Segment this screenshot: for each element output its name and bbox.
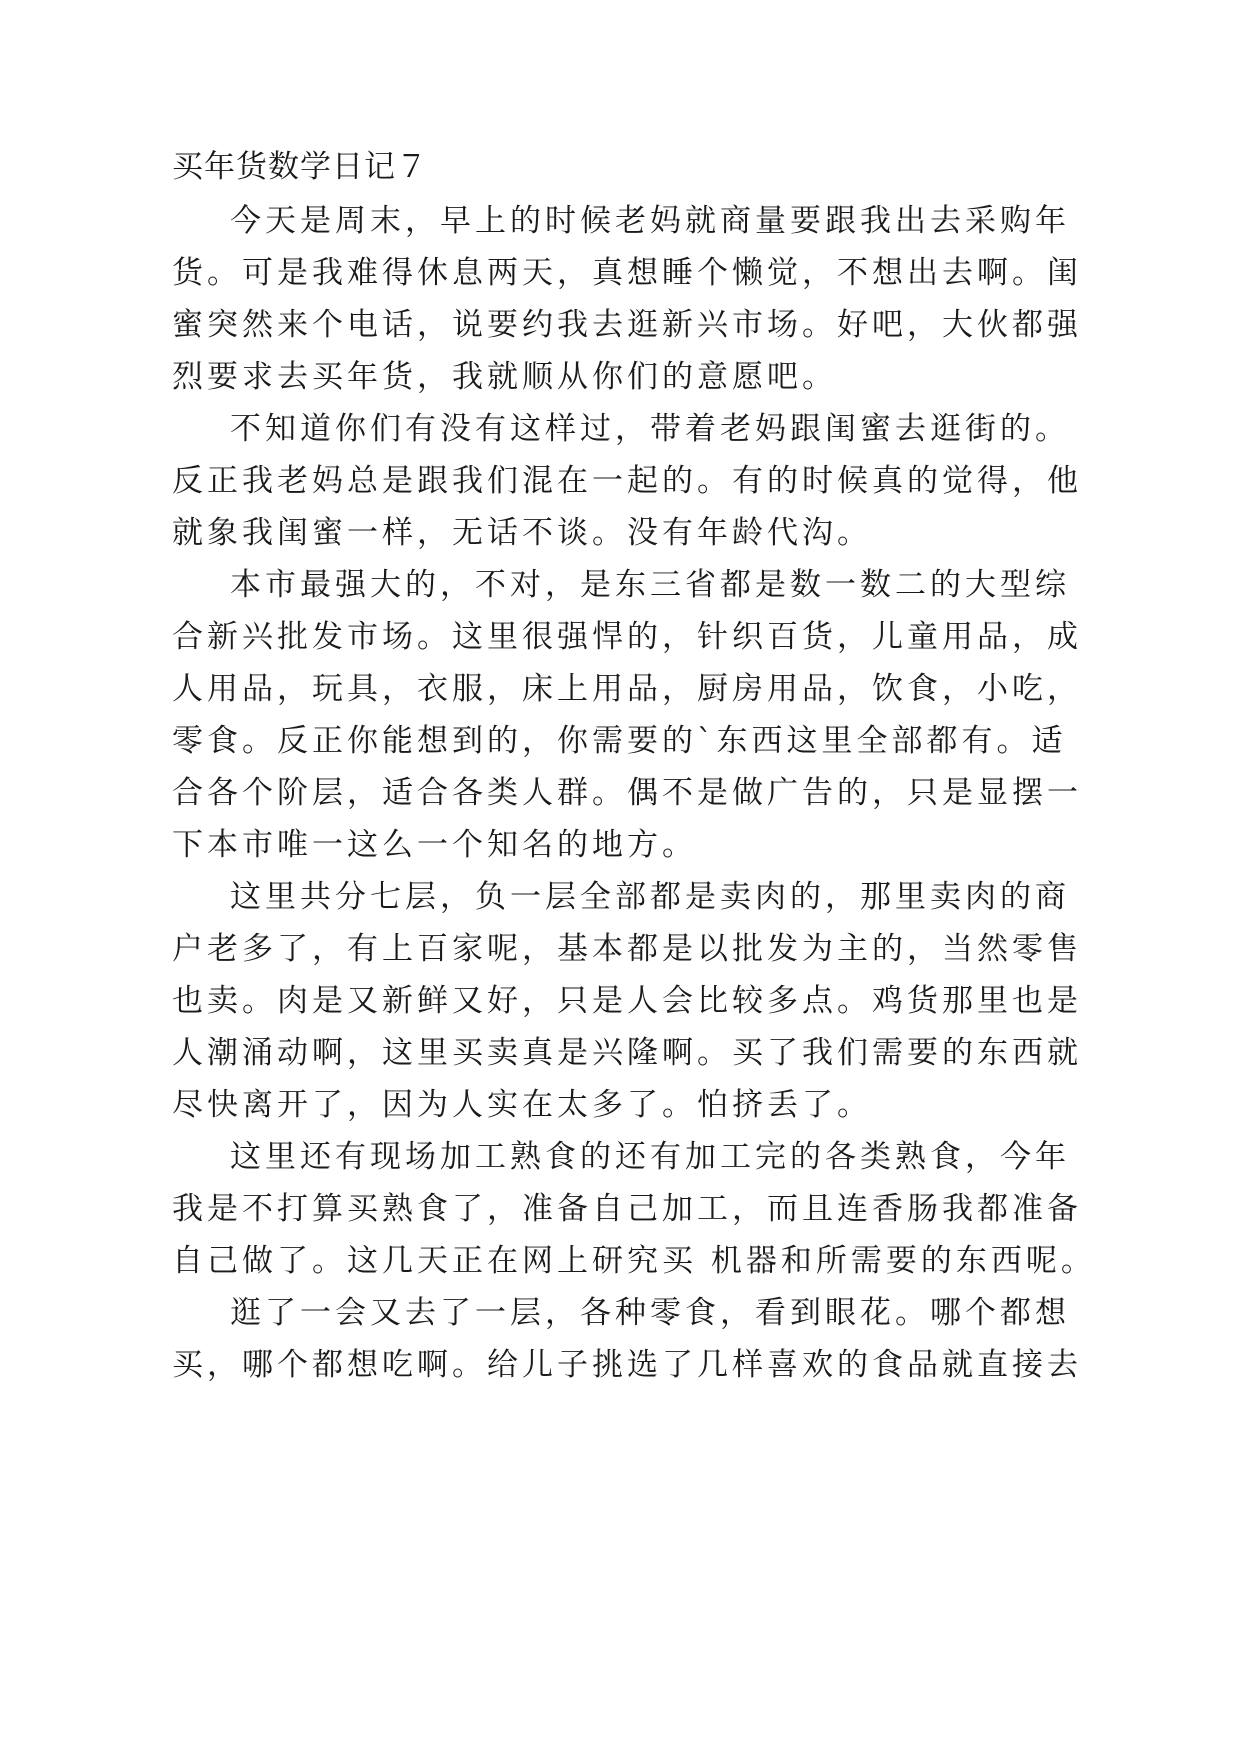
text-line: 人潮涌动啊，这里买卖真是兴隆啊。买了我们需要的东西就: [172, 1035, 1082, 1071]
text-line: 反正我老妈总是跟我们混在一起的。有的时候真的觉得，他: [172, 463, 1082, 499]
text-line: 合新兴批发市场。这里很强悍的，针织百货，儿童用品，成: [172, 619, 1082, 655]
text-line: 零食。反正你能想到的，你需要的`东西这里全部都有。适: [172, 723, 1067, 759]
text-line: 不知道你们有没有这样过，带着老妈跟闺蜜去逛街的。: [230, 411, 1070, 447]
text-line: 今天是周末，早上的时候老妈就商量要跟我出去采购年: [230, 203, 1070, 239]
text-line: 也卖。肉是又新鲜又好，只是人会比较多点。鸡货那里也是: [172, 983, 1082, 1019]
text-line: 尽快离开了，因为人实在太多了。怕挤丢了。: [172, 1087, 872, 1123]
text-line: 我是不打算买熟食了，准备自己加工，而且连香肠我都准备: [172, 1191, 1082, 1227]
text-line: 户老多了，有上百家呢，基本都是以批发为主的，当然零售: [172, 931, 1082, 967]
text-line: 这里共分七层，负一层全部都是卖肉的，那里卖肉的商: [230, 879, 1070, 915]
text-line: 这里还有现场加工熟食的还有加工完的各类熟食，今年: [230, 1139, 1070, 1175]
text-line: 蜜突然来个电话，说要约我去逛新兴市场。好吧，大伙都强: [172, 307, 1082, 343]
text-line: 就象我闺蜜一样，无话不谈。没有年龄代沟。: [172, 515, 872, 551]
text-line: 本市最强大的，不对，是东三省都是数一数二的大型综: [230, 567, 1070, 603]
text-line: 合各个阶层，适合各类人群。偶不是做广告的，只是显摆一: [172, 775, 1082, 811]
text-line: 货。可是我难得休息两天，真想睡个懒觉，不想出去啊。闺: [172, 255, 1082, 291]
document-title: 买年货数学日记７: [172, 149, 428, 185]
text-line: 烈要求去买年货，我就顺从你们的意愿吧。: [172, 359, 837, 395]
text-line: 逛了一会又去了一层，各种零食，看到眼花。哪个都想: [230, 1295, 1070, 1331]
text-line: 自己做了。这几天正在网上研究买 机器和所需要的东西呢。: [172, 1243, 1096, 1279]
text-line: 下本市唯一这么一个知名的地方。: [172, 827, 697, 863]
text-line: 买，哪个都想吃啊。给儿子挑选了几样喜欢的食品就直接去: [172, 1347, 1082, 1383]
text-line: 人用品，玩具，衣服，床上用品，厨房用品，饮食，小吃，: [172, 671, 1082, 707]
